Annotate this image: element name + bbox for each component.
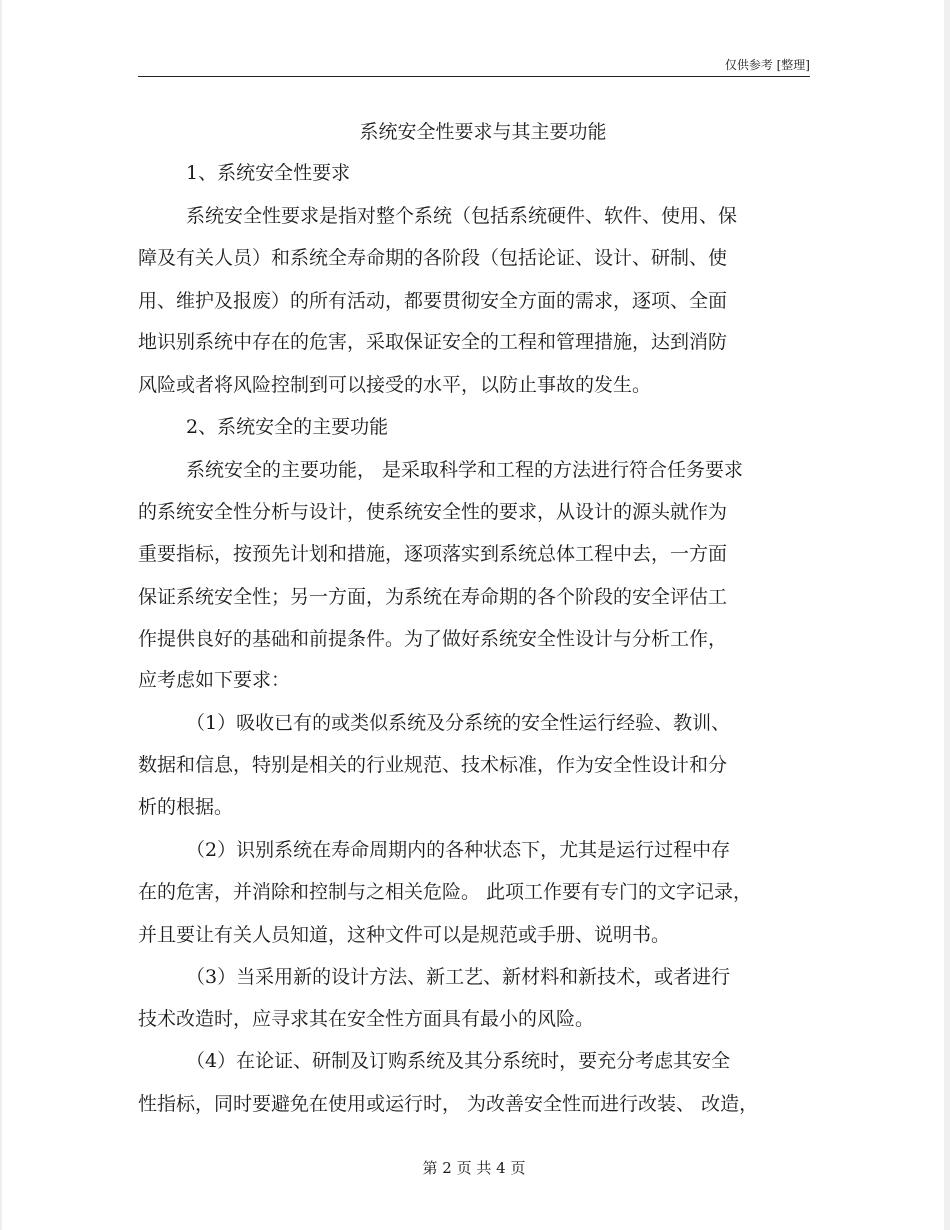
paragraph-line: 并且要让有关人员知道，这种文件可以是规范或手册、说明书。 [138, 924, 671, 946]
section-heading: 1、系统安全性要求 [186, 162, 351, 184]
list-item-line: （3）当采用新的设计方法、新工艺、新材料和新技术，或者进行 [186, 966, 731, 988]
paragraph-line: 的系统安全性分析与设计，使系统安全性的要求，从设计的源头就作为 [138, 501, 728, 523]
paragraph-line: 应考虑如下要求： [138, 669, 291, 691]
section-heading: 2、系统安全的主要功能 [186, 416, 389, 438]
paragraph-line: 在的危害，并消除和控制与之相关危险。 此项工作要有专门的文字记录， [138, 881, 753, 903]
paragraph-line: 析的根据。 [138, 796, 234, 818]
paragraph-line: 重要指标，按预先计划和措施，逐项落实到系统总体工程中去，一方面 [138, 543, 728, 565]
paragraph-line: 系统安全的主要功能， 是采取科学和工程的方法进行符合任务要求 [186, 459, 744, 481]
paragraph-line: 系统安全性要求是指对整个系统（包括系统硬件、软件、使用、保 [186, 205, 738, 227]
list-item-line: （2）识别系统在寿命周期内的各种状态下，尤其是运行过程中存 [186, 839, 731, 861]
list-item-line: （4）在论证、研制及订购系统及其分系统时，要充分考虑其安全 [186, 1050, 731, 1072]
paragraph-line: 用、维护及报废）的所有活动，都要贯彻安全方面的需求，逐项、全面 [138, 290, 728, 312]
paragraph-line: 保证系统安全性；另一方面，为系统在寿命期的各个阶段的安全评估工 [138, 586, 728, 608]
page-number-footer: 第 2 页 共 4 页 [422, 1159, 526, 1177]
paragraph-line: 风险或者将风险控制到可以接受的水平，以防止事故的发生。 [138, 374, 652, 396]
paragraph-line: 性指标，同时要避免在使用或运行时， 为改善安全性而进行改装、 改造， [138, 1093, 759, 1115]
paragraph-line: 数据和信息，特别是相关的行业规范、技术标准，作为安全性设计和分 [138, 754, 728, 776]
paragraph-line: 障及有关人员）和系统全寿命期的各阶段（包括论证、设计、研制、使 [138, 247, 728, 269]
header-rule [138, 76, 810, 77]
header-note: 仅供参考 [整理] [724, 58, 810, 72]
document-title: 系统安全性要求与其主要功能 [359, 121, 607, 143]
paragraph-line: 技术改造时，应寻求其在安全性方面具有最小的风险。 [138, 1008, 595, 1030]
paragraph-line: 地识别系统中存在的危害，采取保证安全的工程和管理措施，达到消防 [138, 331, 728, 353]
paragraph-line: 作提供良好的基础和前提条件。为了做好系统安全性设计与分析工作， [138, 628, 728, 650]
list-item-line: （1）吸收已有的或类似系统及分系统的安全性运行经验、教训、 [186, 712, 731, 734]
